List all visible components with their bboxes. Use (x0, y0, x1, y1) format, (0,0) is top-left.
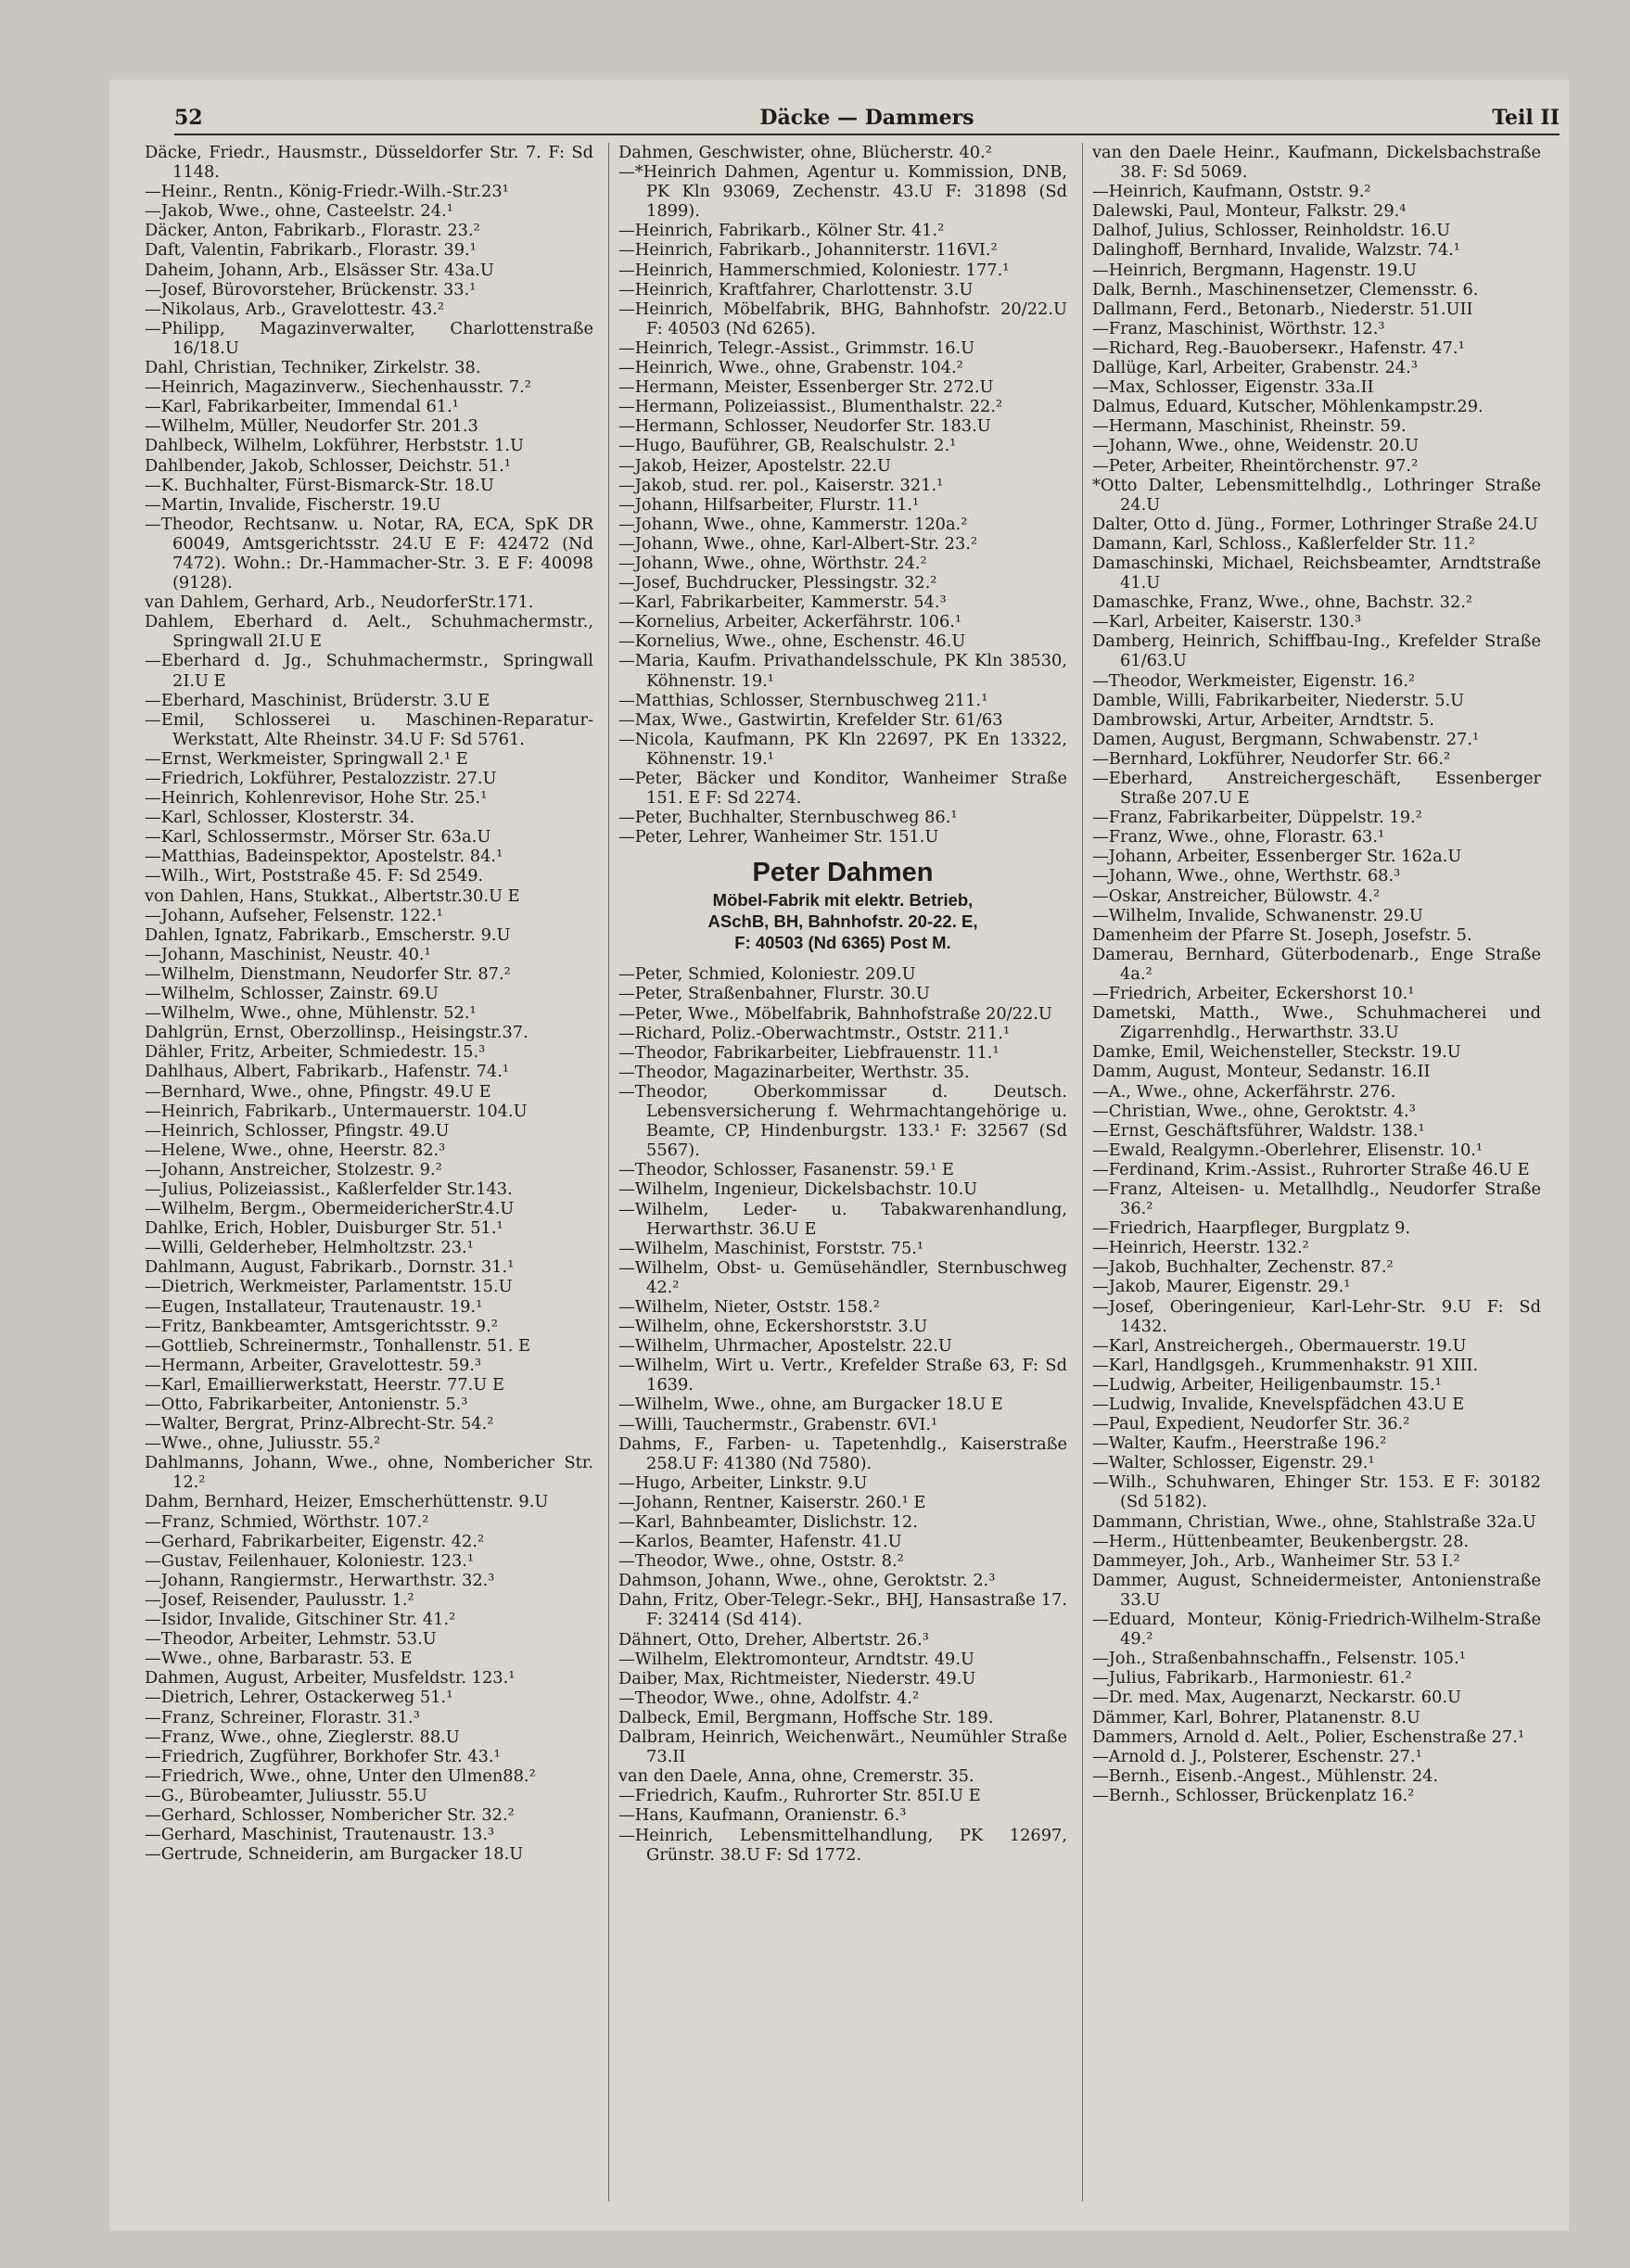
directory-entry: —Bernh., Schlosser, Brückenplatz 16.² (1092, 1785, 1415, 1805)
directory-entry: Damaschinski, Michael, Reichsbeamter, Arndtstraße 41.U (1092, 553, 1541, 593)
directory-entry: —Hermann, Polizeiassist., Blumenthalstr. 22.² (618, 397, 1003, 417)
directory-entry: —Wilhelm, Invalide, Schwanenstr. 29.U (1092, 905, 1423, 925)
directory-entry: —Heinrich, Fabrikarb., Kölner Str. 41.² (618, 221, 945, 241)
directory-entry: —Heinrich, Möbelfabrik, BHG, Bahnhofstr. 20/22.U F: 40503 (Nd 6265). (618, 299, 1067, 338)
directory-entry: —Wilhelm, Wirt u. Vertr., Krefelder Straße 63, F: Sd 1639. (618, 1356, 1067, 1395)
directory-entry: van den Daele Heinr., Kaufmann, Dickelsbachstraße 38. F: Sd 5069. (1092, 143, 1541, 183)
directory-entry: —Johann, Wwe., ohne, Werthstr. 68.³ (1092, 866, 1401, 886)
directory-entry: Dammers, Arnold d. Aelt., Polier, Eschenstraße 27.¹ (1092, 1726, 1525, 1747)
directory-entry: Dahlbeck, Wilhelm, Lokführer, Herbststr. 1.U (145, 436, 525, 456)
column-divider (608, 143, 609, 2201)
directory-entry: —Jakob, stud. rer. pol., Kaiserstr. 321.¹ (618, 475, 944, 495)
directory-entry: Dahlmanns, Johann, Wwe., ohne, Nombericher Str. 12.² (145, 1453, 593, 1493)
directory-entry: —Heinrich, Kohlenrevisor, Hohe Str. 25.¹ (145, 788, 488, 809)
directory-entry: —Richard, Reg.-Bauoberseкr., Hafenstr. 47.¹ (1092, 338, 1465, 358)
directory-entry: —Johann, Rangiermstr., Herwarthstr. 32.³ (145, 1570, 495, 1590)
header-rule (174, 134, 1560, 135)
directory-entry: —Karl, Anstreichergeh., Obermauerstr. 19.U (1092, 1335, 1467, 1356)
directory-entry: —Theodor, Schlosser, Fasanenstr. 59.¹ E (618, 1160, 954, 1180)
directory-entry: —Theodor, Arbeiter, Lehmstr. 53.U (145, 1629, 437, 1650)
directory-entry: Daiber, Max, Richtmeister, Niederstr. 49.U (618, 1668, 976, 1688)
directory-entry: van den Daele, Anna, ohne, Cremerstr. 35. (618, 1766, 974, 1787)
directory-entry: —Johann, Anstreicher, Stolzestr. 9.² (145, 1159, 442, 1179)
directory-entry: —Friedrich, Haarpfleger, Burgplatz 9. (1092, 1218, 1411, 1239)
directory-entry: —Johann, Wwe., ohne, Karl-Albert-Str. 23.² (618, 533, 978, 554)
directory-entry: —Eduard, Monteur, König-Friedrich-Wilhelm-Straße 49.² (1092, 1610, 1541, 1650)
directory-entry: —Josef, Oberingenieur, Karl-Lehr-Str. 9.U F: Sd 1432. (1092, 1296, 1541, 1336)
directory-entry: Damble, Willi, Fabrikarbeiter, Niederstr. 5.U (1092, 690, 1465, 710)
page-number: 52 (174, 106, 203, 130)
directory-entry: —Gustav, Feilenhauer, Koloniestr. 123.¹ (145, 1550, 475, 1571)
column-divider (1082, 143, 1083, 2201)
directory-entry: —Johann, Arbeiter, Essenberger Str. 162a.U (1092, 847, 1462, 867)
directory-entry: —Hermann, Meister, Essenberger Str. 272.U (618, 377, 994, 398)
directory-entry: —Friedrich, Zugführer, Borkhofer Str. 43.¹ (145, 1746, 501, 1766)
directory-entry: —Wwe., ohne, Barbarastr. 53. E (145, 1649, 413, 1669)
directory-entry: Dametski, Matth., Wwe., Schuhmacherei und Zigarrenhdlg., Herwarthstr. 33.U (1092, 1003, 1541, 1043)
directory-entry: Dahlen, Ignatz, Fabrikarb., Emscherstr. 9.U (145, 924, 511, 945)
directory-entry: —Jakob, Buchhalter, Zechenstr. 87.² (1092, 1257, 1394, 1278)
directory-entry: —Heinrich, Bergmann, Hagenstr. 19.U (1092, 260, 1417, 280)
directory-entry: —Peter, Wwe., Möbelfabrik, Bahnhofstraße 20/22.U (618, 1003, 1052, 1024)
directory-entry: —Ernst, Werkmeister, Springwall 2.¹ E (145, 748, 468, 769)
directory-entry: —Hermann, Schlosser, Neudorfer Str. 183.U (618, 416, 991, 437)
column-1 (145, 143, 593, 2211)
directory-entry: Dalhof, Julius, Schlosser, Reinholdstr. 16.U (1092, 221, 1451, 241)
directory-entry: Damke, Emil, Weichensteller, Steckstr. 19.U (1092, 1042, 1461, 1063)
directory-entry: —Heinr., Rentn., König-Friedr.-Wilh.-Str.23¹ (145, 182, 509, 202)
directory-entry: —Nikolaus, Arb., Gravelottestr. 43.² (145, 299, 444, 319)
directory-entry: Dahmen, August, Arbeiter, Musfeldstr. 123.¹ (145, 1668, 516, 1688)
directory-entry: —Heinrich, Telegr.-Assist., Grimmstr. 16.U (618, 338, 975, 358)
directory-entry: —Bernh., Eisenb.-Angest., Mühlenstr. 24. (1092, 1765, 1439, 1786)
directory-entry: —Theodor, Wwe., ohne, Oststr. 8.² (618, 1551, 904, 1572)
directory-entry: —Ludwig, Arbeiter, Heiligenbaumstr. 15.¹ (1092, 1374, 1442, 1395)
directory-entry: —Wilhelm, Bergm., ObermeidericherStr.4.U (145, 1199, 515, 1219)
directory-entry: —Theodor, Rechtsanw. u. Notar, RA, ECA, SpK DR 60049, Amtsgerichtsstr. 24.U E F: 42472 (Nd 7472). Wohn.: Dr.-Hammacher-Str. 3. E F: 40098 (9128). (145, 514, 593, 593)
directory-entry: Dahlhaus, Albert, Fabrikarb., Hafenstr. 74.¹ (145, 1062, 510, 1082)
directory-entry: —Richard, Poliz.-Oberwachtmstr., Oststr. 211.¹ (618, 1023, 1011, 1043)
directory-entry: —Hugo, Bauführer, GB, Realschulstr. 2.¹ (618, 436, 957, 456)
directory-entry: —Gertrude, Schneiderin, am Burgacker 18.U (145, 1844, 524, 1865)
directory-entry: Dalewski, Paul, Monteur, Falkstr. 29.⁴ (1092, 201, 1407, 222)
directory-entry: —Karl, Arbeiter, Kaiserstr. 130.³ (1092, 612, 1362, 632)
directory-entry: —A., Wwe., ohne, Ackerfährstr. 276. (1092, 1081, 1396, 1102)
directory-entry: —Ernst, Geschäftsführer, Waldstr. 138.¹ (1092, 1120, 1425, 1140)
directory-entry: Damen, August, Bergmann, Schwabenstr. 27.¹ (1092, 729, 1480, 749)
directory-entry: —Theodor, Oberkommissar d. Deutsch. Lebensversicherung f. Wehrmachtangehörige u. Beamte, CP, Hindenburgstr. 133.¹ F: 32567 (Sd 5567). (618, 1081, 1067, 1161)
directory-entry: Dahlmann, August, Fabrikarb., Dornstr. 31.¹ (145, 1257, 515, 1278)
directory-entry: Dammer, August, Schneidermeister, Antonienstraße 33.U (1092, 1570, 1541, 1610)
directory-entry: —Wilhelm, Wwe., ohne, Mühlenstr. 52.¹ (145, 1003, 477, 1024)
running-title: Däcke — Dammers (759, 106, 974, 130)
directory-entry: —Isidor, Invalide, Gitschiner Str. 41.² (145, 1610, 456, 1630)
directory-entry: —Walter, Bergrat, Prinz-Albrecht-Str. 54.² (145, 1414, 494, 1434)
directory-entry: Dahmson, Johann, Wwe., ohne, Geroktstr. 2.³ (618, 1571, 996, 1591)
directory-entry: —Friedrich, Lokführer, Pestalozzistr. 27.U (145, 769, 497, 788)
directory-entry: —Karlos, Beamter, Hafenstr. 41.U (618, 1532, 902, 1552)
directory-entry: —Kornelius, Arbeiter, Ackerfährstr. 106.¹ (618, 612, 962, 632)
directory-entry: —Wilhelm, Nieter, Oststr. 158.² (618, 1296, 880, 1317)
directory-entry: —Ewald, Realgymn.-Oberlehrer, Elisenstr. 10.¹ (1092, 1140, 1484, 1160)
directory-entry: —Hans, Kaufmann, Oranienstr. 6.³ (618, 1805, 907, 1826)
directory-entry: Dallüge, Karl, Arbeiter, Grabenstr. 24.³ (1092, 358, 1418, 378)
directory-entry: —Otto, Fabrikarbeiter, Antonienstr. 5.³ (145, 1395, 468, 1414)
directory-entry: —Gerhard, Fabrikarbeiter, Eigenstr. 42.² (145, 1531, 485, 1551)
directory-entry: Dambrowski, Artur, Arbeiter, Arndtstr. 5. (1092, 709, 1435, 730)
directory-entry: —Peter, Bäcker und Konditor, Wanheimer Straße 151. E F: Sd 2274. (618, 769, 1067, 809)
directory-entry: —Martin, Invalide, Fischerstr. 19.U (145, 494, 441, 515)
directory-entry: Dalinghoff, Bernhard, Invalide, Walzstr. 74.¹ (1092, 240, 1460, 261)
directory-entry: —Heinrich, Kaufmann, Oststr. 9.² (1092, 182, 1371, 202)
directory-entry: —Peter, Arbeiter, Rheintörchenstr. 97.² (1092, 455, 1419, 476)
directory-entry: —Eugen, Installateur, Trautenaustr. 19.¹ (145, 1296, 483, 1317)
directory-entry: —Oskar, Anstreicher, Bülowstr. 4.² (1092, 886, 1381, 906)
part-label: Teil II (1492, 106, 1560, 130)
directory-entry: —Bernhard, Wwe., ohne, Pfingstr. 49.U E (145, 1081, 491, 1102)
directory-entry: —Friedrich, Arbeiter, Eckershorst 10.¹ (1092, 984, 1415, 1004)
directory-entry: —Theodor, Werkmeister, Eigenstr. 16.² (1092, 670, 1416, 691)
directory-entry: Dammeyer, Joh., Arb., Wanheimer Str. 53 I.² (1092, 1550, 1460, 1571)
directory-entry: —Josef, Reisender, Paulusstr. 1.² (145, 1589, 414, 1610)
directory-entry: —Ferdinand, Krim.-Assist., Ruhrorter Straße 46.U E (1092, 1159, 1530, 1179)
directory-entry: —Heinrich, Heerstr. 132.² (1092, 1238, 1309, 1258)
directory-entry: —Heinrich, Kraftfahrer, Charlottenstr. 3.U (618, 279, 974, 299)
directory-entry: Dahl, Christian, Techniker, Zirkelstr. 38. (145, 358, 481, 378)
directory-entry: —Wilhelm, Dienstmann, Neudorfer Str. 87.² (145, 963, 511, 984)
directory-entry: —Philipp, Magazinverwalter, Charlottenstraße 16/18.U (145, 318, 593, 358)
directory-entry: Damann, Karl, Schloss., Kaßlerfelder Str. 11.² (1092, 533, 1475, 554)
directory-entry: Dalk, Bernh., Maschinensetzer, Clemensstr. 6. (1092, 279, 1479, 299)
directory-entry: —Wilhelm, Müller, Neudorfer Str. 201.3 (145, 416, 478, 437)
directory-entry: —Bernhard, Lokführer, Neudorfer Str. 66.² (1092, 748, 1451, 769)
directory-entry: von Dahlen, Hans, Stukkat., Albertstr.30.U E (145, 886, 520, 906)
directory-entry: Dahn, Fritz, Ober-Telegr.-Sekr., BHJ, Hansastraße 17. F: 32414 (Sd 414). (618, 1590, 1067, 1630)
directory-entry: —Friedrich, Kaufm., Ruhrorter Str. 85I.U E (618, 1786, 981, 1806)
directory-entry: van Dahlem, Gerhard, Arb., NeudorferStr.171. (145, 592, 534, 613)
directory-entry: —Theodor, Magazinarbeiter, Werthstr. 35. (618, 1062, 970, 1082)
directory-entry: —Karl, Bahnbeamter, Dislichstr. 12. (618, 1512, 918, 1532)
directory-entry: —G., Bürobeamter, Juliusstr. 55.U (145, 1785, 427, 1805)
directory-entry: Dahm, Bernhard, Heizer, Emscherhüttenstr. 9.U (145, 1492, 549, 1512)
advertisement-block (618, 856, 1067, 953)
directory-entry: —Gottlieb, Schreinermstr., Tonhallenstr. 51. E (145, 1335, 531, 1356)
directory-entry: —Eberhard, Anstreichergeschäft, Essenberger Straße 207.U E (1092, 769, 1541, 809)
directory-page (109, 80, 1569, 2231)
directory-entry: Dallmann, Ferd., Betonarb., Niederstr. 51.UII (1092, 299, 1473, 319)
directory-entry: —Johann, Wwe., ohne, Weidenstr. 20.U (1092, 436, 1420, 456)
directory-entry: —*Heinrich Dahmen, Agentur u. Kommission, DNB, PK Kln 93069, Zechenstr. 43.U F: 31898 (Sd 1899). (618, 162, 1067, 222)
directory-entry: —Willi, Gelderheber, Helmholtzstr. 23.¹ (145, 1238, 474, 1258)
directory-entry: —Franz, Wwe., ohne, Florastr. 63.¹ (1092, 827, 1385, 847)
directory-entry: —Wilhelm, Maschinist, Forststr. 75.¹ (618, 1238, 924, 1258)
directory-entry: Dalmus, Eduard, Kutscher, Möhlenkampstr.29. (1092, 397, 1484, 417)
directory-entry: Damaschke, Franz, Wwe., ohne, Bachstr. 32.² (1092, 592, 1473, 613)
directory-entry: —Julius, Polizeiassist., Kaßlerfelder Str.143. (145, 1179, 513, 1199)
ad-line: Möbel-Fabrik mit elektr. Betrieb, (712, 890, 974, 911)
directory-entry: Dahmen, Geschwister, ohne, Blücherstr. 40.² (618, 143, 992, 162)
directory-entry: —Arnold d. J., Polsterer, Eschenstr. 27.¹ (1092, 1746, 1422, 1766)
directory-entry: —Matthias, Badeinspektor, Apostelstr. 84.¹ (145, 847, 503, 867)
directory-entry: —Helene, Wwe., ohne, Heerstr. 82.³ (145, 1140, 446, 1160)
directory-entry: —Heinrich, Fabrikarb., Untermauerstr. 104.U (145, 1101, 528, 1121)
directory-entry: —Wilhelm, Schlosser, Zainstr. 69.U (145, 984, 439, 1004)
directory-entry: Dammann, Christian, Wwe., ohne, Stahlstraße 32a.U (1092, 1511, 1536, 1532)
directory-entry: —Friedrich, Wwe., ohne, Unter den Ulmen88.² (145, 1765, 536, 1786)
directory-entry: —Josef, Buchdrucker, Plessingstr. 32.² (618, 573, 937, 593)
directory-entry: —Karl, Emaillierwerkstatt, Heerstr. 77.U E (145, 1374, 504, 1395)
directory-entry: —Heinrich, Hammerschmied, Koloniestr. 177.¹ (618, 260, 1010, 280)
directory-entry: —Karl, Handlgsgeh., Krummenhakstr. 91 XIII. (1092, 1355, 1479, 1375)
directory-entry: —Johann, Wwe., ohne, Wörthstr. 24.² (618, 553, 927, 573)
directory-entry: Daheim, Johann, Arb., Elsässer Str. 43a.U (145, 260, 494, 280)
directory-entry: —Hugo, Arbeiter, Linkstr. 9.U (618, 1472, 868, 1493)
directory-entry: —Johann, Wwe., ohne, Kammerstr. 120a.² (618, 514, 968, 534)
directory-entry: —Wilhelm, Obst- u. Gemüsehändler, Sternbuschweg 42.² (618, 1257, 1067, 1297)
directory-entry: —Johann, Maschinist, Neustr. 40.¹ (145, 944, 431, 964)
directory-entry: —Gerhard, Schlosser, Nombericher Str. 32.² (145, 1804, 515, 1825)
directory-entry: —Wilhelm, Uhrmacher, Apostelstr. 22.U (618, 1336, 952, 1357)
directory-entry: —Peter, Lehrer, Wanheimer Str. 151.U (618, 827, 939, 847)
directory-entry: —Heinrich, Wwe., ohne, Grabenstr. 104.² (618, 358, 963, 378)
directory-entry: Dähler, Fritz, Arbeiter, Schmiedestr. 15.³ (145, 1042, 486, 1063)
directory-entry: —Jakob, Maurer, Eigenstr. 29.¹ (1092, 1277, 1351, 1297)
ad-line: ASchB, BH, Bahnhofstr. 20-22. E, (707, 911, 978, 932)
directory-entry: —Wilhelm, ohne, Eckershorststr. 3.U (618, 1317, 928, 1337)
directory-entry: —Josef, Bürovorsteher, Brückenstr. 33.¹ (145, 279, 477, 299)
directory-entry: —Wwe., ohne, Juliusstr. 55.² (145, 1433, 381, 1454)
directory-entry: —Maria, Kaufm. Privathandelsschule, PK Kln 38530, Köhnenstr. 19.¹ (618, 651, 1067, 691)
directory-entry: —Emil, Schlosserei u. Maschinen-Reparatur-Werkstatt, Alte Rheinstr. 34.U F: Sd 5761. (145, 709, 593, 749)
directory-entry: Dahms, F., Farben- u. Tapetenhdlg., Kaiserstraße 258.U F: 41380 (Nd 7580). (618, 1433, 1067, 1473)
directory-entry: —Wilhelm, Wwe., ohne, am Burgacker 18.U E (618, 1395, 1003, 1415)
directory-entry: —Jakob, Wwe., ohne, Casteelstr. 24.¹ (145, 201, 453, 222)
directory-entry: —Franz, Schmied, Wörthstr. 107.² (145, 1511, 429, 1532)
directory-entry: —Walter, Kaufm., Heerstraße 196.² (1092, 1433, 1387, 1454)
directory-entry: —Wilhelm, Elektromonteur, Arndtstr. 49.U (618, 1649, 974, 1669)
directory-entry: —Karl, Schlosser, Klosterstr. 34. (145, 808, 415, 828)
ad-line: F: 40503 (Nd 6365) Post M. (734, 933, 951, 953)
directory-entry: —Willi, Tauchermstr., Grabenstr. 6VI.¹ (618, 1414, 938, 1434)
directory-entry: —Karl, Fabrikarbeiter, Kammerstr. 54.³ (618, 592, 947, 613)
directory-entry: —Fritz, Bankbeamter, Amtsgerichtsstr. 9.² (145, 1316, 498, 1336)
directory-entry: —Dietrich, Lehrer, Ostackerweg 51.¹ (145, 1688, 453, 1708)
directory-entry: —Matthias, Schlosser, Sternbuschweg 211.¹ (618, 690, 988, 710)
directory-entry: —Julius, Fabrikarb., Harmoniestr. 61.² (1092, 1668, 1412, 1688)
directory-entry: —K. Buchhalter, Fürst-Bismarck-Str. 18.U (145, 475, 494, 495)
directory-entry: —Kornelius, Wwe., ohne, Eschenstr. 46.U (618, 631, 966, 652)
directory-entry: —Christian, Wwe., ohne, Geroktstr. 4.³ (1092, 1101, 1416, 1121)
directory-entry: Dalbeck, Emil, Bergmann, Hoffsche Str. 189. (618, 1707, 994, 1727)
directory-entry: Däcke, Friedr., Hausmstr., Düsseldorfer Str. 7. F: Sd 1148. (145, 143, 593, 183)
directory-entry: —Karl, Fabrikarbeiter, Immendal 61.¹ (145, 397, 459, 417)
directory-entry: —Paul, Expedient, Neudorfer Str. 36.² (1092, 1414, 1410, 1434)
directory-entry: Dalbram, Heinrich, Weichenwärt., Neumühler Straße 73.II (618, 1727, 1067, 1767)
directory-entry: —Johann, Hilfsarbeiter, Flurstr. 11.¹ (618, 494, 920, 515)
directory-entry: —Gerhard, Maschinist, Trautenaustr. 13.³ (145, 1825, 495, 1845)
directory-entry: Dalter, Otto d. Jüng., Former, Lothringer Straße 24.U (1092, 514, 1538, 534)
directory-entry: —Franz, Wwe., ohne, Zieglerstr. 88.U (145, 1726, 460, 1747)
directory-entry: Däcker, Anton, Fabrikarb., Florastr. 23.² (145, 221, 480, 241)
directory-entry: Dahlke, Erich, Hobler, Duisburger Str. 51.¹ (145, 1218, 503, 1239)
directory-entry: Damenheim der Pfarre St. Joseph, Josefstr. 5. (1092, 924, 1472, 945)
directory-entry: —Jakob, Heizer, Apostelstr. 22.U (618, 455, 891, 476)
directory-entry: —Franz, Fabrikarbeiter, Düppelstr. 19.² (1092, 808, 1422, 828)
column-3 (1092, 143, 1541, 2211)
directory-entry: —Franz, Alteisen- u. Metallhdlg., Neudorfer Straße 36.² (1092, 1179, 1541, 1219)
directory-entry: —Theodor, Wwe., ohne, Adolfstr. 4.² (618, 1688, 920, 1708)
directory-entry: —Nicola, Kaufmann, PK Kln 22697, PK En 13322, Köhnenstr. 19.¹ (618, 729, 1067, 769)
directory-entry: —Joh., Straßenbahnschaffn., Felsenstr. 105.¹ (1092, 1649, 1466, 1669)
directory-entry: —Heinrich, Magazinverw., Siechenhausstr. 7.² (145, 377, 531, 398)
directory-entry: —Wilh., Schuhwaren, Ehinger Str. 153. E F: 30182 (Sd 5182). (1092, 1472, 1541, 1512)
directory-entry: Dähnert, Otto, Dreher, Albertstr. 26.³ (618, 1629, 929, 1650)
directory-entry: —Wilhelm, Ingenieur, Dickelsbachstr. 10.U (618, 1179, 978, 1200)
directory-entry: —Eberhard, Maschinist, Brüderstr. 3.U E (145, 690, 490, 710)
column-2 (618, 143, 1067, 2211)
directory-entry: —Theodor, Fabrikarbeiter, Liebfrauenstr. 11.¹ (618, 1042, 1000, 1063)
directory-entry: —Herm., Hüttenbeamter, Beukenbergstr. 28. (1092, 1531, 1470, 1551)
directory-entry: —Heinrich, Lebensmittelhandlung, PK 12697, Grünstr. 38.U F: Sd 1772. (618, 1825, 1067, 1865)
directory-entry: Daft, Valentin, Fabrikarb., Florastr. 39.¹ (145, 240, 477, 261)
directory-entry: —Peter, Straßenbahner, Flurstr. 30.U (618, 984, 930, 1004)
directory-entry: —Max, Schlosser, Eigenstr. 33a.II (1092, 377, 1374, 398)
directory-entry: —Peter, Schmied, Koloniestr. 209.U (618, 964, 916, 985)
directory-entry: Dämmer, Karl, Bohrer, Platanenstr. 8.U (1092, 1707, 1420, 1727)
directory-entry: —Hermann, Maschinist, Rheinstr. 59. (1092, 416, 1407, 437)
directory-entry: —Franz, Schreiner, Florastr. 31.³ (145, 1707, 420, 1727)
directory-entry: —Johann, Rentner, Kaiserstr. 260.¹ E (618, 1492, 926, 1512)
ad-title: Peter Dahmen (752, 858, 934, 888)
directory-entry: Dahlgrün, Ernst, Oberzollinsp., Heisingstr.37. (145, 1023, 528, 1043)
directory-entry: —Franz, Maschinist, Wörthstr. 12.³ (1092, 318, 1385, 338)
directory-entry: —Heinrich, Fabrikarb., Johanniterstr. 116VI.² (618, 240, 998, 261)
directory-entry: —Peter, Buchhalter, Sternbuschweg 86.¹ (618, 808, 958, 828)
directory-entry: —Wilh., Wirt, Poststraße 45. F: Sd 2549. (145, 866, 484, 886)
directory-entry: Damm, August, Monteur, Sedanstr. 16.II (1092, 1062, 1431, 1082)
directory-entry: —Walter, Schlosser, Eigenstr. 29.¹ (1092, 1453, 1375, 1473)
directory-entry: —Dietrich, Werkmeister, Parlamentstr. 15.U (145, 1277, 513, 1297)
directory-entry: —Ludwig, Invalide, Knevelspfädchen 43.U E (1092, 1395, 1465, 1414)
directory-entry: —Heinrich, Schlosser, Pfingstr. 49.U (145, 1120, 450, 1140)
directory-entry: *Otto Dalter, Lebensmittelhdlg., Lothringer Straße 24.U (1092, 475, 1541, 515)
directory-entry: —Max, Wwe., Gastwirtin, Krefelder Str. 61/63 (618, 709, 1003, 730)
directory-entry: Dahlbender, Jakob, Schlosser, Deichstr. 51.¹ (145, 455, 512, 476)
directory-entry: —Hermann, Arbeiter, Gravelottestr. 59.³ (145, 1355, 482, 1375)
directory-entry: —Karl, Schlossermstr., Mörser Str. 63a.U (145, 827, 491, 847)
directory-entry: Damerau, Bernhard, Güterbodenarb., Enge Straße 4a.² (1092, 944, 1541, 984)
directory-entry: —Dr. med. Max, Augenarzt, Neckarstr. 60.U (1092, 1688, 1461, 1708)
directory-entry: —Johann, Aufseher, Felsenstr. 122.¹ (145, 905, 443, 925)
page-header (174, 106, 1560, 147)
directory-entry: Dahlem, Eberhard d. Aelt., Schuhmachermstr., Springwall 2I.U E (145, 612, 593, 652)
directory-entry: —Eberhard d. Jg., Schuhmachermstr., Springwall 2I.U E (145, 651, 593, 691)
directory-entry: —Wilhelm, Leder- u. Tabakwarenhandlung, Herwarthstr. 36.U E (618, 1199, 1067, 1239)
directory-entry: Damberg, Heinrich, Schiffbau-Ing., Krefelder Straße 61/63.U (1092, 631, 1541, 671)
